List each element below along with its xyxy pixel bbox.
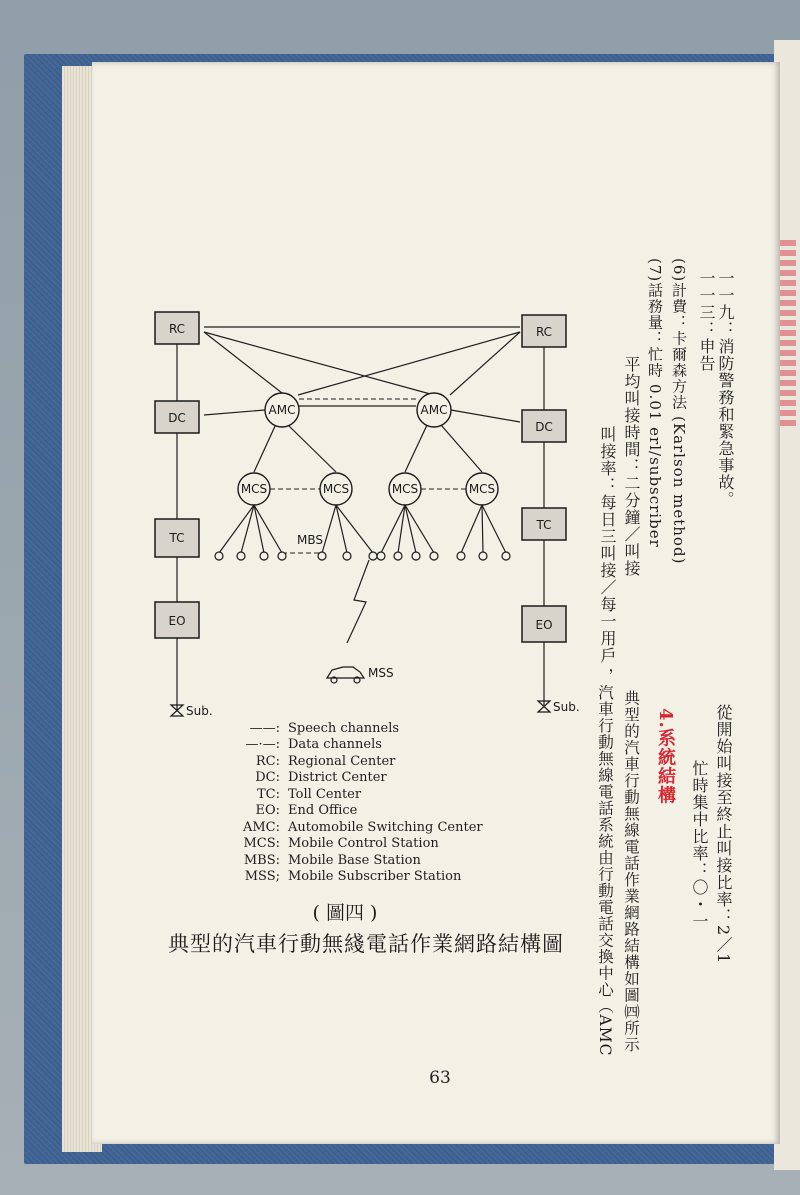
dc-left-label: DC bbox=[168, 411, 186, 425]
legend-key: EO: bbox=[255, 803, 280, 819]
legend-row bbox=[236, 737, 508, 754]
diagram-legend bbox=[236, 720, 508, 885]
legend-key: RC: bbox=[255, 753, 280, 769]
legend-value: Data channels bbox=[288, 737, 382, 753]
legend-row bbox=[236, 786, 508, 803]
amc-right-label: AMC bbox=[420, 403, 448, 417]
legend-value: Toll Center bbox=[288, 786, 362, 802]
legend-key: —·—: bbox=[245, 737, 280, 753]
text-line-10: ，汽車行動無線電話系統由行動電話交換中心（AMC bbox=[596, 668, 614, 1057]
mcs-2-label: MCS bbox=[322, 482, 350, 496]
rc-left-label: RC bbox=[168, 322, 186, 336]
legend-value: Mobile Control Station bbox=[288, 836, 439, 852]
page-number: 63 bbox=[429, 1068, 451, 1088]
legend-value: Mobile Subscriber Station bbox=[288, 869, 462, 885]
car-icon bbox=[327, 667, 364, 683]
text-line-3: (6)計費：卡爾森方法 (Karlson method) bbox=[670, 258, 688, 565]
legend-row bbox=[236, 770, 508, 787]
legend-key: MSS; bbox=[244, 869, 280, 885]
legend-row bbox=[236, 803, 508, 820]
legend-value: District Center bbox=[288, 770, 387, 786]
rc-right-label: RC bbox=[535, 325, 553, 339]
legend-key: MCS: bbox=[243, 836, 280, 852]
figure-title: 典型的汽車行動無綫電話作業網路結構圖 bbox=[168, 932, 564, 956]
text-line-1: 一一九：消防警務和緊急事故。 bbox=[716, 270, 735, 508]
eo-right-label: EO bbox=[535, 618, 553, 632]
sub-left-label: Sub. bbox=[186, 704, 213, 718]
legend-value: Speech channels bbox=[288, 720, 400, 736]
legend-key: MBS: bbox=[243, 852, 280, 868]
mcs-4-label: MCS bbox=[468, 482, 496, 496]
text-line-4: (7)話務量：忙時 0.01 erl/subscriber bbox=[646, 258, 664, 548]
mcs-1-label: MCS bbox=[240, 482, 268, 496]
text-line-5: 平均叫接時間：二分鐘／叫接 bbox=[622, 356, 641, 577]
legend-key: ——: bbox=[249, 720, 280, 736]
text-line-2: 一一三：申告 bbox=[697, 270, 716, 372]
text-line-6: 叫接率：每日三叫接／每一用戶 bbox=[598, 426, 617, 664]
mss-label: MSS bbox=[368, 666, 394, 680]
eo-left-label: EO bbox=[168, 614, 186, 628]
legend-row bbox=[236, 852, 508, 869]
hourglass-icon bbox=[171, 701, 550, 716]
legend-key: DC: bbox=[255, 770, 280, 786]
legend-key: TC: bbox=[257, 786, 280, 802]
legend-value: End Office bbox=[288, 803, 358, 819]
dc-right-label: DC bbox=[535, 420, 553, 434]
section-title: 4.系統結構 bbox=[655, 708, 676, 805]
legend-key: AMC: bbox=[242, 819, 280, 835]
text-line-9: 典型的汽車行動無線電話作業網路結構如圖㈣所示 bbox=[622, 690, 640, 1053]
legend-row bbox=[236, 836, 508, 853]
mcs-3-label: MCS bbox=[391, 482, 419, 496]
mbs-label: MBS bbox=[297, 533, 323, 547]
amc-left-label: AMC bbox=[268, 403, 296, 417]
legend-row bbox=[236, 869, 508, 886]
text-line-8: 忙時集中比率：〇・一 bbox=[690, 760, 709, 930]
legend-row bbox=[236, 819, 508, 836]
text-line-7: 從開始叫接至終止叫接比率：2／1 bbox=[714, 704, 733, 965]
legend-row bbox=[236, 753, 508, 770]
figure-number: ( 圖四 ) bbox=[312, 902, 378, 924]
legend-value: Regional Center bbox=[288, 753, 396, 769]
tc-right-label: TC bbox=[536, 518, 552, 532]
sub-right-label: Sub. bbox=[553, 700, 580, 714]
legend-value: Mobile Base Station bbox=[288, 852, 421, 868]
tc-left-label: TC bbox=[169, 531, 185, 545]
legend-row bbox=[236, 720, 508, 737]
legend-value: Automobile Switching Center bbox=[288, 819, 483, 835]
